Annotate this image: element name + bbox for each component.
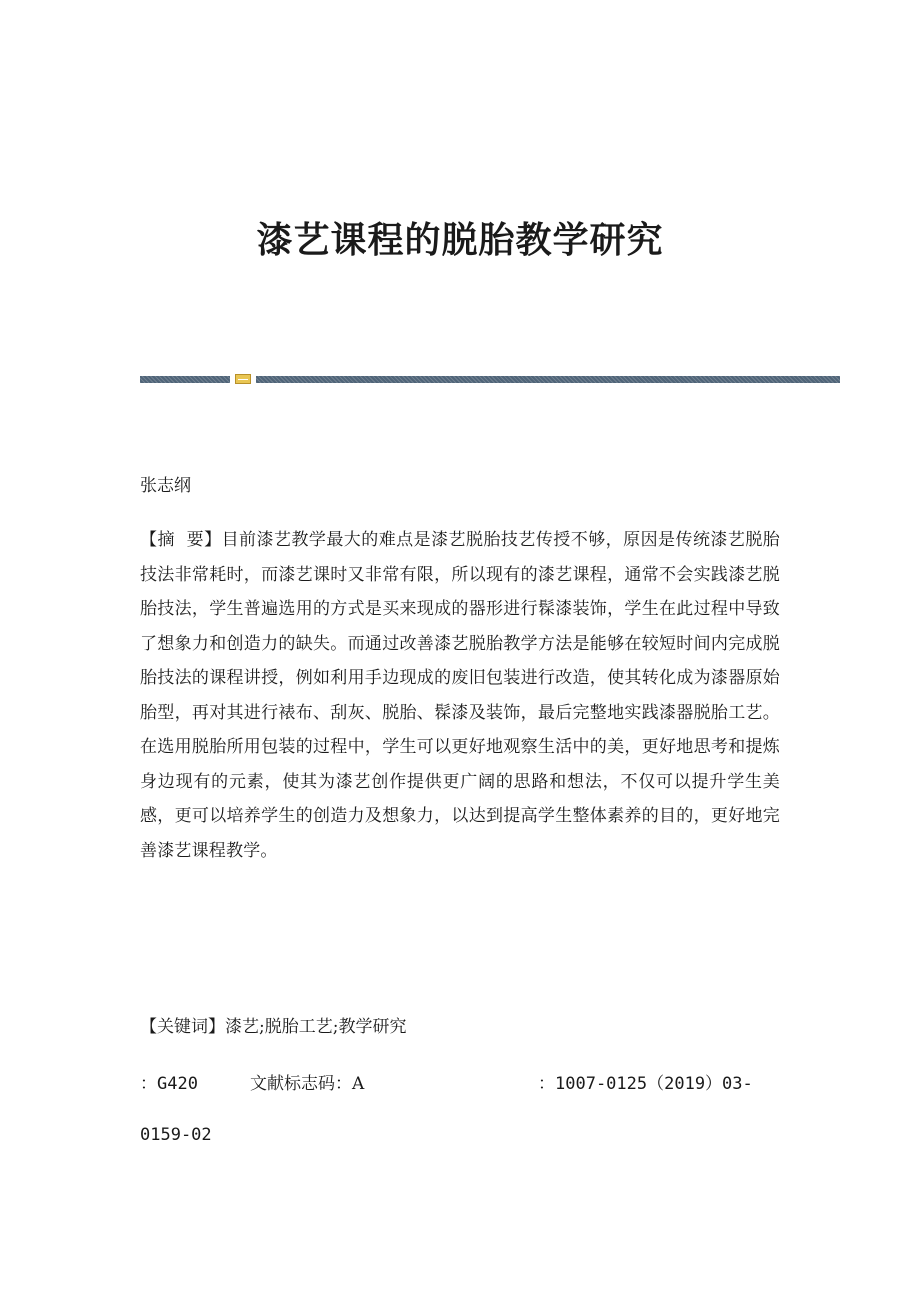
document-code: 文献标志码：A <box>250 1074 365 1094</box>
title-divider <box>140 374 840 384</box>
classification-line <box>140 1070 780 1098</box>
author-name: 张志纲 <box>140 476 191 496</box>
keywords-label: 【关键词】 <box>140 1017 225 1037</box>
divider-bar-right <box>256 376 840 383</box>
abstract <box>140 523 780 868</box>
article-number: ：1007-0125（2019）03- <box>538 1074 753 1094</box>
keywords-text: 漆艺;脱胎工艺;教学研究 <box>225 1017 407 1037</box>
article-number-continued: 0159-02 <box>140 1125 212 1145</box>
abstract-text: 目前漆艺教学最大的难点是漆艺脱胎技艺传授不够，原因是传统漆艺脱胎技法非常耗时，而漆艺课时又非常有限，所以现有的漆艺课程，通常不会实践漆艺脱胎技法，学生普遍选用的方式是买来现成的器形进行髹漆装饰，学生在此过程中导致了想象力和创造力的缺失。而通过改善漆艺脱胎教学方法是能够在较短时间内完成脱胎技法的课程讲授，例如利用手边现成的废旧包装进行改造，使其转化成为漆器原始胎型，再对其进行裱布、刮灰、脱胎、髹漆及装饰，最后完整地实践漆器脱胎工艺。在选用脱胎所用包装的过程中，学生可以更好地观察生活中的美，更好地思考和提炼身边现有的元素，使其为漆艺创作提供更广阔的思路和想法，不仅可以提升学生美感，更可以培养学生的创造力及想象力，以达到提高学生整体素养的目的，更好地完善漆艺课程教学。 <box>140 530 780 861</box>
divider-bar-left <box>140 376 230 383</box>
divider-ornament-icon <box>235 374 251 384</box>
paper-title: 漆艺课程的脱胎教学研究 <box>256 219 664 261</box>
keywords <box>140 1013 406 1041</box>
abstract-label: 【摘 要】 <box>140 530 222 550</box>
clc-number: ：G420 <box>140 1074 198 1094</box>
